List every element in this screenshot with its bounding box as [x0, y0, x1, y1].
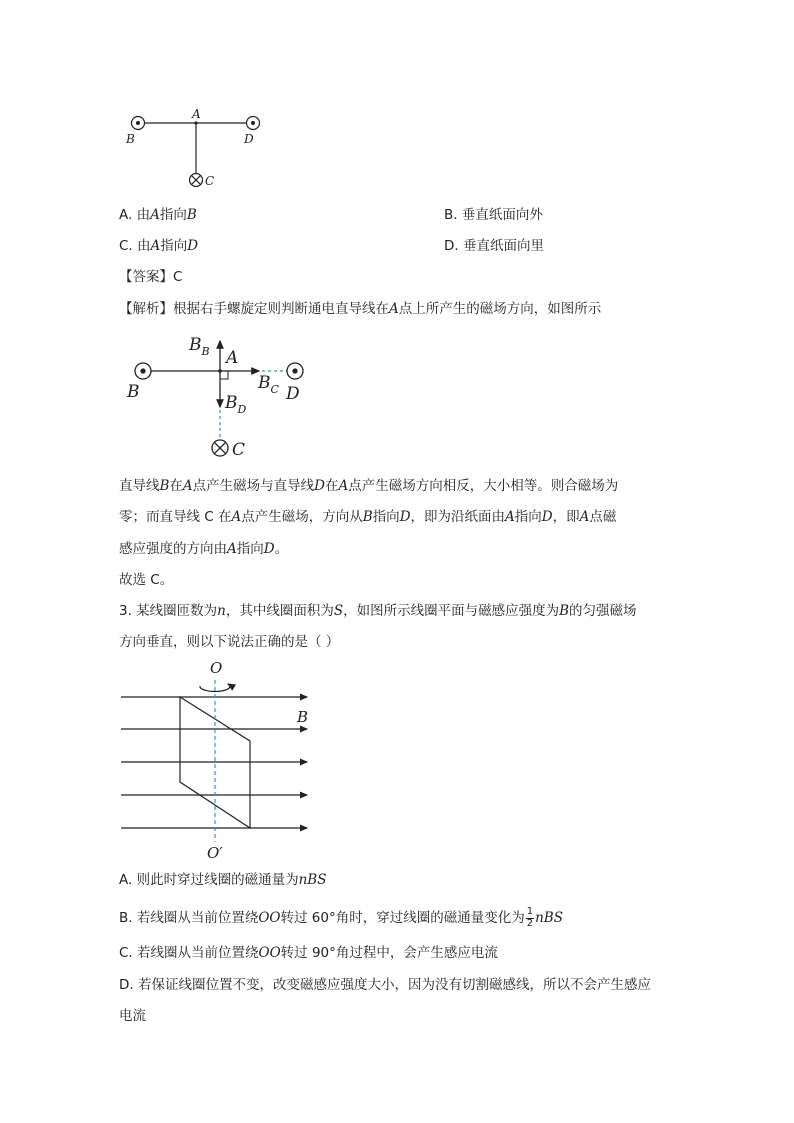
q2-option-a: A. 由A指向B: [119, 207, 197, 223]
label-bb: $B_B$: [189, 335, 210, 358]
fig1-label-c: C: [205, 174, 215, 188]
label-bc: $B_C$: [258, 373, 279, 396]
fig2-label-b: B: [127, 382, 140, 402]
analysis-line: 【解析】根据右手螺旋定则判断通电直导线在A点上所产生的磁场方向，如图所示: [119, 301, 602, 317]
fig3-label-b: B: [297, 708, 309, 726]
q2-option-b: B. 垂直纸面向外: [444, 207, 543, 223]
q3-option-c: C. 若线圈从当前位置绕OO转过 90°角过程中，会产生感应电流: [119, 945, 498, 961]
conclusion-line: 故选 C。: [119, 572, 174, 588]
fig1-label-a: A: [192, 107, 201, 121]
answer-line: 【答案】C: [119, 269, 183, 285]
q3-option-a: A. 则此时穿过线圈的磁通量为nBS: [119, 872, 327, 888]
explanation-line-3: 感应强度的方向由A指向D。: [119, 541, 289, 557]
fig2-label-a: A: [226, 348, 239, 368]
fraction-one-half: $\frac{1}{2}$: [526, 906, 534, 929]
q3-stem-line-2: 方向垂直，则以下说法正确的是（ ）: [119, 634, 340, 650]
q3-option-d-line-1: D. 若保证线圈位置不变，改变磁感应强度大小，因为没有切割磁感线，所以不会产生感应: [119, 977, 651, 993]
q3-option-d-line-2: 电流: [119, 1008, 146, 1024]
explanation-line-1: 直导线B在A点产生磁场与直导线D在A点产生磁场方向相反，大小相等。则合磁场为: [119, 478, 619, 494]
fig1-label-d: D: [244, 132, 254, 146]
q3-stem-line-1: 3. 某线圈匝数为n，其中线圈面积为S，如图所示线圈平面与磁感应强度为B的匀强磁场: [119, 603, 637, 619]
q2-option-d: D. 垂直纸面向里: [444, 238, 544, 254]
fig3-label-o-prime: O′: [207, 844, 223, 862]
q2-option-c: C. 由A指向D: [119, 238, 199, 254]
q3-option-b: B. 若线圈从当前位置绕OO转过 60°角时，穿过线圈的磁通量变化为 $\frac{1}{2}$ nBS: [119, 906, 563, 929]
label-bd: $B_D$: [225, 393, 247, 416]
fig2-label-d: D: [286, 384, 300, 404]
explanation-line-2: 零；而直导线 C 在A点产生磁场，方向从B指向D，即为沿纸面由A指向D，即A点磁: [119, 509, 617, 525]
fig2-label-c: C: [232, 440, 246, 460]
fig1-label-b: B: [126, 132, 135, 146]
fig3-label-o: O: [210, 659, 223, 677]
